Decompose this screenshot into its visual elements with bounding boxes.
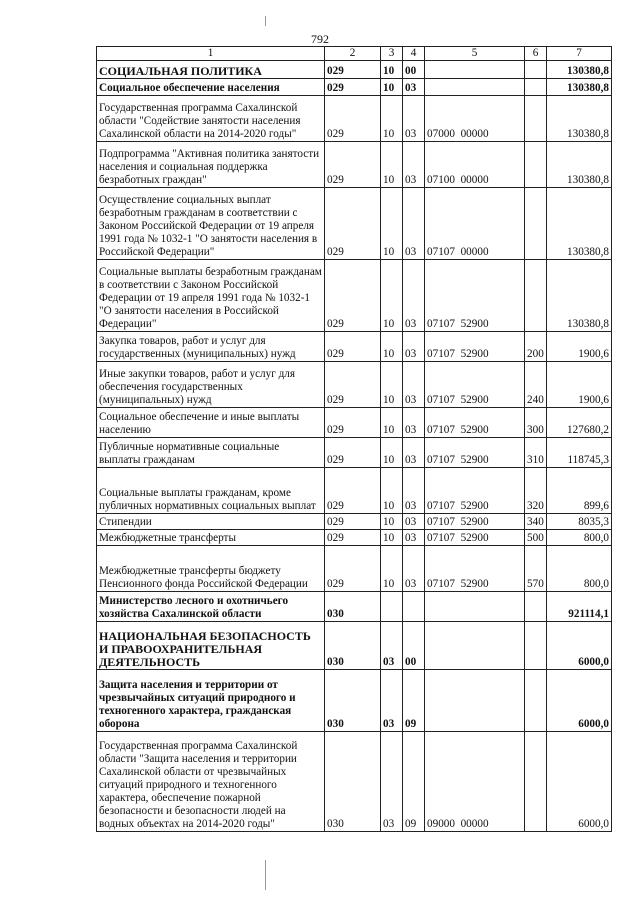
table-row [97, 732, 612, 832]
table-row [97, 96, 612, 142]
row-expense-type [525, 142, 547, 188]
row-code: 029 [325, 142, 381, 188]
table-row [97, 468, 612, 514]
row-name: Стипендии [97, 514, 325, 530]
row-name: Осуществление социальных выплат безработным гражданам в соответствии с Законом Российской Федерации от 19 апреля 1991 года № 1032-1 "О занятости населения в Российской Федерации" [97, 188, 325, 260]
row-expense-type [525, 592, 547, 622]
table-row [97, 61, 612, 79]
row-amount: 1900,6 [547, 362, 612, 408]
row-amount: 800,0 [547, 530, 612, 546]
row-target-item: 09000 00000 [425, 732, 525, 832]
row-expense-type [525, 732, 547, 832]
row-expense-type: 340 [525, 514, 547, 530]
row-code: 029 [325, 530, 381, 546]
row-section: 10 [381, 260, 403, 332]
row-expense-type [525, 188, 547, 260]
row-section: 10 [381, 408, 403, 438]
row-subsection: 03 [403, 79, 425, 96]
row-subsection: 03 [403, 362, 425, 408]
row-target-item: 07100 00000 [425, 142, 525, 188]
row-name: Защита населения и территории от чрезвычайных ситуаций природного и техногенного характера, гражданская оборона [97, 670, 325, 732]
row-expense-type: 320 [525, 468, 547, 514]
row-name: Закупка товаров, работ и услуг для государственных (муниципальных) нужд [97, 332, 325, 362]
row-target-item [425, 592, 525, 622]
row-section: 10 [381, 530, 403, 546]
row-section: 10 [381, 79, 403, 96]
row-target-item: 07107 52900 [425, 408, 525, 438]
row-target-item: 07107 52900 [425, 530, 525, 546]
table-row [97, 408, 612, 438]
row-amount: 8035,3 [547, 514, 612, 530]
row-code: 029 [325, 546, 381, 592]
row-amount: 130380,8 [547, 96, 612, 142]
row-amount: 130380,8 [547, 142, 612, 188]
row-amount: 127680,2 [547, 408, 612, 438]
row-section: 10 [381, 96, 403, 142]
row-code: 030 [325, 592, 381, 622]
row-code: 029 [325, 79, 381, 96]
row-expense-type [525, 622, 547, 670]
row-name: Государственная программа Сахалинской области "Защита населения и территории Сахалинской области от чрезвычайных ситуаций природного и техногенного характера, обеспечение пожарной безопасности и безопасности людей на водных объектах на 2014-2020 годы" [97, 732, 325, 832]
row-subsection: 09 [403, 670, 425, 732]
row-target-item: 07107 52900 [425, 362, 525, 408]
table-row [97, 142, 612, 188]
row-subsection: 03 [403, 188, 425, 260]
row-target-item: 07107 52900 [425, 546, 525, 592]
row-section [381, 592, 403, 622]
row-subsection: 03 [403, 468, 425, 514]
row-amount: 130380,8 [547, 61, 612, 79]
row-section: 03 [381, 732, 403, 832]
row-amount: 921114,1 [547, 592, 612, 622]
row-target-item: 07000 00000 [425, 96, 525, 142]
column-header: 7 [547, 47, 612, 61]
row-section: 10 [381, 468, 403, 514]
row-code: 029 [325, 332, 381, 362]
row-subsection: 03 [403, 332, 425, 362]
table-row [97, 362, 612, 408]
row-expense-type: 240 [525, 362, 547, 408]
table-row [97, 514, 612, 530]
row-amount: 800,0 [547, 546, 612, 592]
row-name: Государственная программа Сахалинской области "Содействие занятости населения Сахалинской области на 2014-2020 годы" [97, 96, 325, 142]
row-name: Межбюджетные трансферты бюджету Пенсионного фонда Российской Федерации [97, 546, 325, 592]
column-header-row [97, 47, 612, 61]
row-expense-type [525, 79, 547, 96]
table-row [97, 188, 612, 260]
table-row [97, 438, 612, 468]
row-subsection: 00 [403, 622, 425, 670]
row-expense-type [525, 260, 547, 332]
row-expense-type: 570 [525, 546, 547, 592]
row-name: Межбюджетные трансферты [97, 530, 325, 546]
row-section: 10 [381, 362, 403, 408]
row-target-item: 07107 52900 [425, 514, 525, 530]
row-name: Публичные нормативные социальные выплаты гражданам [97, 438, 325, 468]
table-row [97, 670, 612, 732]
column-header: 4 [403, 47, 425, 61]
row-name: Министерство лесного и охотничьего хозяйства Сахалинской области [97, 592, 325, 622]
row-code: 029 [325, 362, 381, 408]
table-row [97, 530, 612, 546]
table-row [97, 592, 612, 622]
row-amount: 118745,3 [547, 438, 612, 468]
row-code: 029 [325, 188, 381, 260]
row-code: 030 [325, 732, 381, 832]
row-code: 029 [325, 61, 381, 79]
row-subsection: 03 [403, 530, 425, 546]
row-subsection [403, 592, 425, 622]
row-name: Социальное обеспечение населения [97, 79, 325, 96]
row-target-item: 07107 00000 [425, 188, 525, 260]
row-amount: 6000,0 [547, 622, 612, 670]
row-section: 10 [381, 514, 403, 530]
row-target-item [425, 79, 525, 96]
row-name: Социальное обеспечение и иные выплаты населению [97, 408, 325, 438]
row-section: 10 [381, 332, 403, 362]
page-number: 792 [311, 32, 329, 46]
row-code: 029 [325, 408, 381, 438]
budget-table [96, 46, 612, 832]
row-name: Социальные выплаты безработным гражданам в соответствии с Законом Российской Федерации от 19 апреля 1991 года № 1032-1 "О занятости населения в Российской Федерации" [97, 260, 325, 332]
row-target-item: 07107 52900 [425, 260, 525, 332]
scan-mark-top [265, 16, 266, 26]
row-expense-type [525, 670, 547, 732]
table-row [97, 546, 612, 592]
row-expense-type: 300 [525, 408, 547, 438]
column-header: 6 [525, 47, 547, 61]
row-section: 03 [381, 622, 403, 670]
row-name: Иные закупки товаров, работ и услуг для обеспечения государственных (муниципальных) нужд [97, 362, 325, 408]
row-name: НАЦИОНАЛЬНАЯ БЕЗОПАСНОСТЬ И ПРАВООХРАНИТЕЛЬНАЯ ДЕЯТЕЛЬНОСТЬ [97, 622, 325, 670]
row-target-item [425, 670, 525, 732]
row-code: 029 [325, 96, 381, 142]
row-section: 10 [381, 142, 403, 188]
row-target-item: 07107 52900 [425, 468, 525, 514]
row-amount: 1900,6 [547, 332, 612, 362]
column-header: 3 [381, 47, 403, 61]
row-subsection: 00 [403, 61, 425, 79]
row-amount: 6000,0 [547, 732, 612, 832]
row-subsection: 03 [403, 408, 425, 438]
row-name: Социальные выплаты гражданам, кроме публичных нормативных социальных выплат [97, 468, 325, 514]
row-code: 029 [325, 260, 381, 332]
row-code: 030 [325, 670, 381, 732]
row-target-item [425, 622, 525, 670]
column-header: 5 [425, 47, 525, 61]
row-expense-type: 200 [525, 332, 547, 362]
row-name: Подпрограмма "Активная политика занятости населения и социальная поддержка безработных граждан" [97, 142, 325, 188]
row-subsection: 03 [403, 142, 425, 188]
row-section: 10 [381, 546, 403, 592]
row-name: СОЦИАЛЬНАЯ ПОЛИТИКА [97, 61, 325, 79]
row-section: 10 [381, 438, 403, 468]
row-code: 029 [325, 514, 381, 530]
column-header: 1 [97, 47, 325, 61]
row-section: 03 [381, 670, 403, 732]
row-expense-type: 310 [525, 438, 547, 468]
row-subsection: 03 [403, 438, 425, 468]
table-row [97, 332, 612, 362]
row-target-item: 07107 52900 [425, 438, 525, 468]
row-code: 029 [325, 438, 381, 468]
row-expense-type: 500 [525, 530, 547, 546]
row-subsection: 03 [403, 546, 425, 592]
row-amount: 130380,8 [547, 260, 612, 332]
table-row [97, 260, 612, 332]
row-section: 10 [381, 188, 403, 260]
table-row [97, 622, 612, 670]
scan-mark-bottom [265, 860, 266, 890]
column-header: 2 [325, 47, 381, 61]
table-row [97, 79, 612, 96]
row-subsection: 09 [403, 732, 425, 832]
row-code: 029 [325, 468, 381, 514]
row-target-item [425, 61, 525, 79]
row-subsection: 03 [403, 514, 425, 530]
row-subsection: 03 [403, 260, 425, 332]
row-amount: 899,6 [547, 468, 612, 514]
row-expense-type [525, 61, 547, 79]
row-code: 030 [325, 622, 381, 670]
row-amount: 130380,8 [547, 79, 612, 96]
row-amount: 130380,8 [547, 188, 612, 260]
row-expense-type [525, 96, 547, 142]
row-target-item: 07107 52900 [425, 332, 525, 362]
row-amount: 6000,0 [547, 670, 612, 732]
row-subsection: 03 [403, 96, 425, 142]
row-section: 10 [381, 61, 403, 79]
